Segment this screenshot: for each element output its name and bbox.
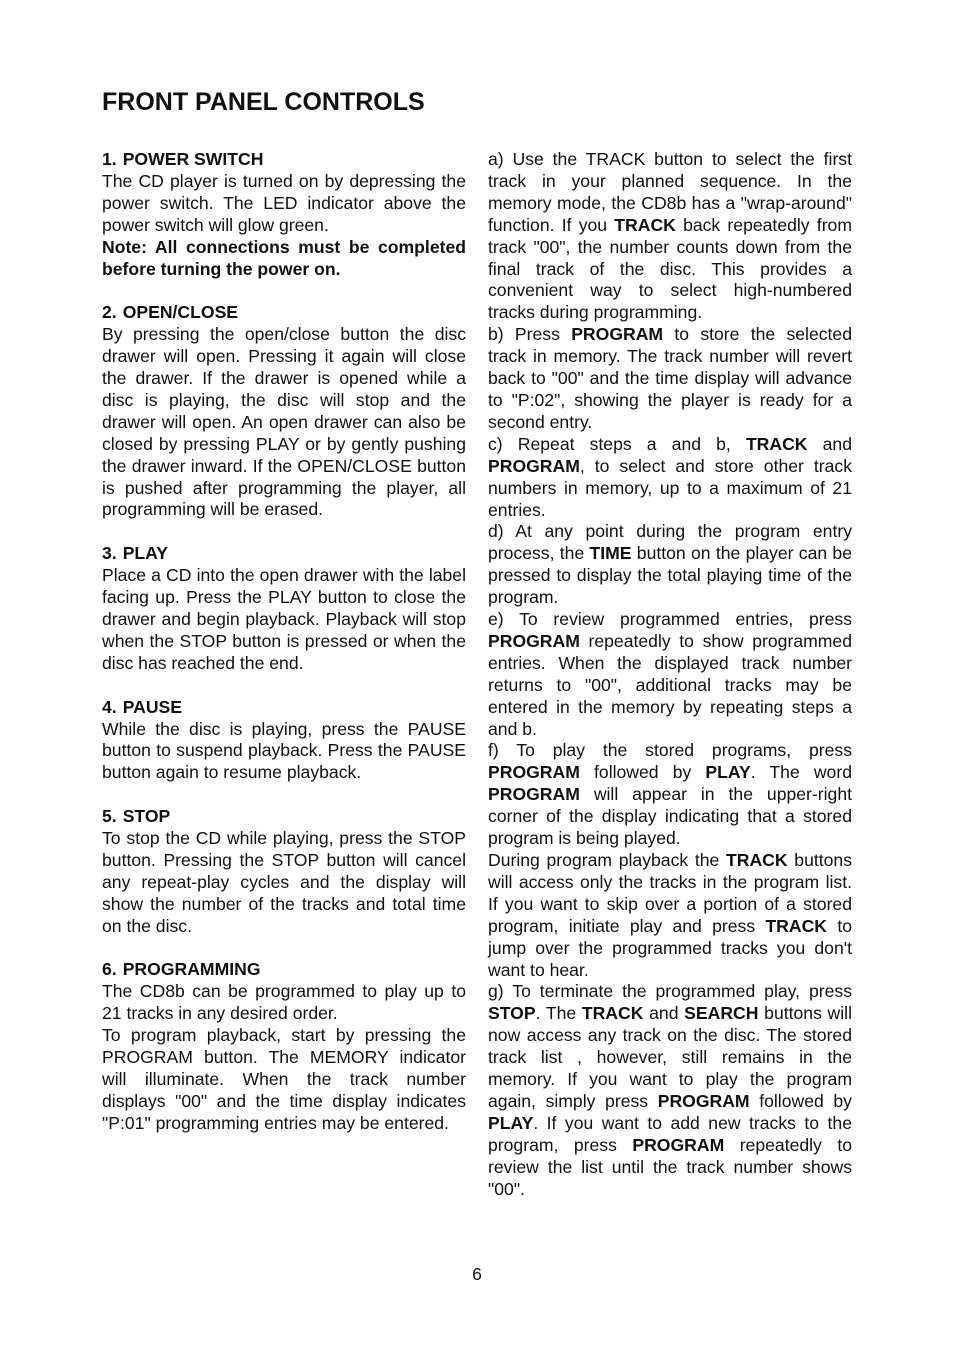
step-bold-term: PROGRAM [488,630,580,651]
step-bold-term: TRACK [765,915,828,936]
section-number: 3. [102,543,117,564]
left-column [102,149,466,1157]
section-number: 5. [102,806,117,827]
step-bold-term: TIME [589,543,632,564]
during-playback-paragraph [488,850,852,981]
section-title [102,302,466,324]
step-text: button on the player can be pressed to display the total playing time of the program. [488,543,852,608]
step-text: followed by [579,762,706,783]
section-title-text: POWER SWITCH [122,149,264,169]
section-title [102,149,466,171]
section-title-text: STOP [122,806,171,827]
step-text: and [807,433,852,454]
page-number: 6 [472,1264,482,1284]
step-d [488,521,852,609]
step-text: a) Use the TRACK button to select the first track in your planned sequence. In the memory mode, the CD8b has a "wrap-around" function. If you [488,149,852,235]
step-text: , to select and store other track numbers in memory, up to a maximum of 21 entries. [488,455,852,520]
step-bold-term: PROGRAM [488,455,580,476]
step-g [488,981,852,1200]
section-paragraph: To program playback, start by pressing the PROGRAM button. The MEMORY indicator will illuminate. When the track number displays "00" and the time display indicates "P:01" programming entries may be entered. [102,1025,466,1133]
step-text: followed by [749,1090,852,1111]
section-paragraph: The CD player is turned on by depressing the power switch. The LED indicator above the power switch will glow green. [102,170,466,235]
step-bold-term: PLAY [488,1112,534,1133]
step-text: . The [535,1003,582,1024]
step-text: . The word [750,762,852,783]
step-text: back repeatedly from track "00", the number counts down from the final track of the disc. This provides a convenient way to select high-numbered tracks during programming. [488,214,852,323]
step-bold-term: PROGRAM [488,784,580,805]
step-text: During program playback the [488,850,727,870]
section-power-switch [102,149,466,280]
section-number: 1. [102,149,117,169]
section-programming [102,959,466,1134]
step-f [488,740,852,850]
section-paragraph: By pressing the open/close button the disc drawer will open. Pressing it again will close the drawer. If the drawer is opened while a disc is playing, the disc will stop and the drawer will open. An open drawer can also be closed by pressing PLAY or by gently pushing the drawer inward. If the OPEN/CLOSE button is pushed after programming the player, all programming will be erased. [102,324,466,520]
step-b [488,324,852,434]
step-bold-term: PROGRAM [657,1090,750,1111]
section-pause [102,697,466,785]
section-stop [102,806,466,937]
section-title [102,543,466,565]
step-text: buttons will access only the tracks in the program list. If you want to skip over a portion of a stored program, initiate play and press [488,850,852,936]
step-bold-term: PLAY [705,762,751,783]
section-title-text: OPEN/CLOSE [122,302,239,323]
step-bold-term: PROGRAM [632,1134,725,1155]
section-title-text: PLAY [122,543,168,564]
section-title [102,959,466,981]
section-paragraph: Place a CD into the open drawer with the label facing up. Press the PLAY button to close the drawer and begin playback. Playback will stop when the STOP button is pressed or when the disc has reached the end. [102,565,466,673]
page-title: FRONT PANEL CONTROLS [102,88,425,116]
step-c [488,434,852,522]
section-title-text: PAUSE [122,696,182,717]
step-bold-term: TRACK [614,214,676,235]
step-bold-term: PROGRAM [571,324,664,345]
section-open-close [102,302,466,521]
step-text: g) To terminate the programmed play, press [488,981,852,1002]
section-paragraph: The CD8b can be programmed to play up to 21 tracks in any desired order. [102,981,466,1024]
step-bold-term: STOP [488,1003,536,1024]
step-text: e) To review programmed entries, press [488,609,852,630]
step-text: to store the selected track in memory. The track number will revert back to "00" and the time display will advance to "P:02", showing the player is ready for a second entry. [488,324,852,432]
step-text: to jump over the programmed tracks you don't want to hear. [488,915,852,980]
section-note: Note: All connections must be completed before turning the power on. [102,236,466,279]
section-title [102,697,466,719]
step-a [488,149,852,324]
step-text: c) Repeat steps a and b, [488,433,746,454]
step-text: . If you want to add new tracks to the program, press [488,1112,852,1155]
step-text: b) Press [488,324,572,345]
step-bold-term: SEARCH [684,1003,759,1024]
section-number: 2. [102,302,117,323]
step-bold-term: TRACK [745,433,808,454]
section-paragraph: To stop the CD while playing, press the STOP button. Pressing the STOP button will cancel any repeat-play cycles and the display will show the number of the tracks and total time on the disc. [102,828,466,936]
section-play [102,543,466,674]
step-text: d) At any point during the program entry process, the [488,521,852,564]
step-e [488,609,852,740]
step-bold-term: PROGRAM [488,762,580,783]
step-text: f) To play the stored programs, press [488,740,852,761]
step-text: repeatedly to review the list until the track number shows "00". [488,1134,852,1199]
section-title [102,806,466,828]
step-bold-term: TRACK [581,1003,644,1024]
right-column [488,149,852,1201]
section-title-text: PROGRAMMING [122,959,261,980]
section-number: 4. [102,696,117,717]
section-number: 6. [102,959,117,980]
step-text: repeatedly to show programmed entries. When the displayed track number returns to "00", additional tracks may be entered in the memory by repeating steps a and b. [488,630,852,739]
step-text: and [643,1003,685,1024]
step-text: will appear in the upper-right corner of the display indicating that a stored program is being played. [488,784,852,849]
section-paragraph: While the disc is playing, press the PAUSE button to suspend playback. Press the PAUSE button again to resume playback. [102,718,466,783]
step-text: buttons will now access any track on the disc. The stored track list , however, still remains in the memory. If you want to play the program again, simply press [488,1003,852,1111]
step-bold-term: TRACK [726,850,788,870]
